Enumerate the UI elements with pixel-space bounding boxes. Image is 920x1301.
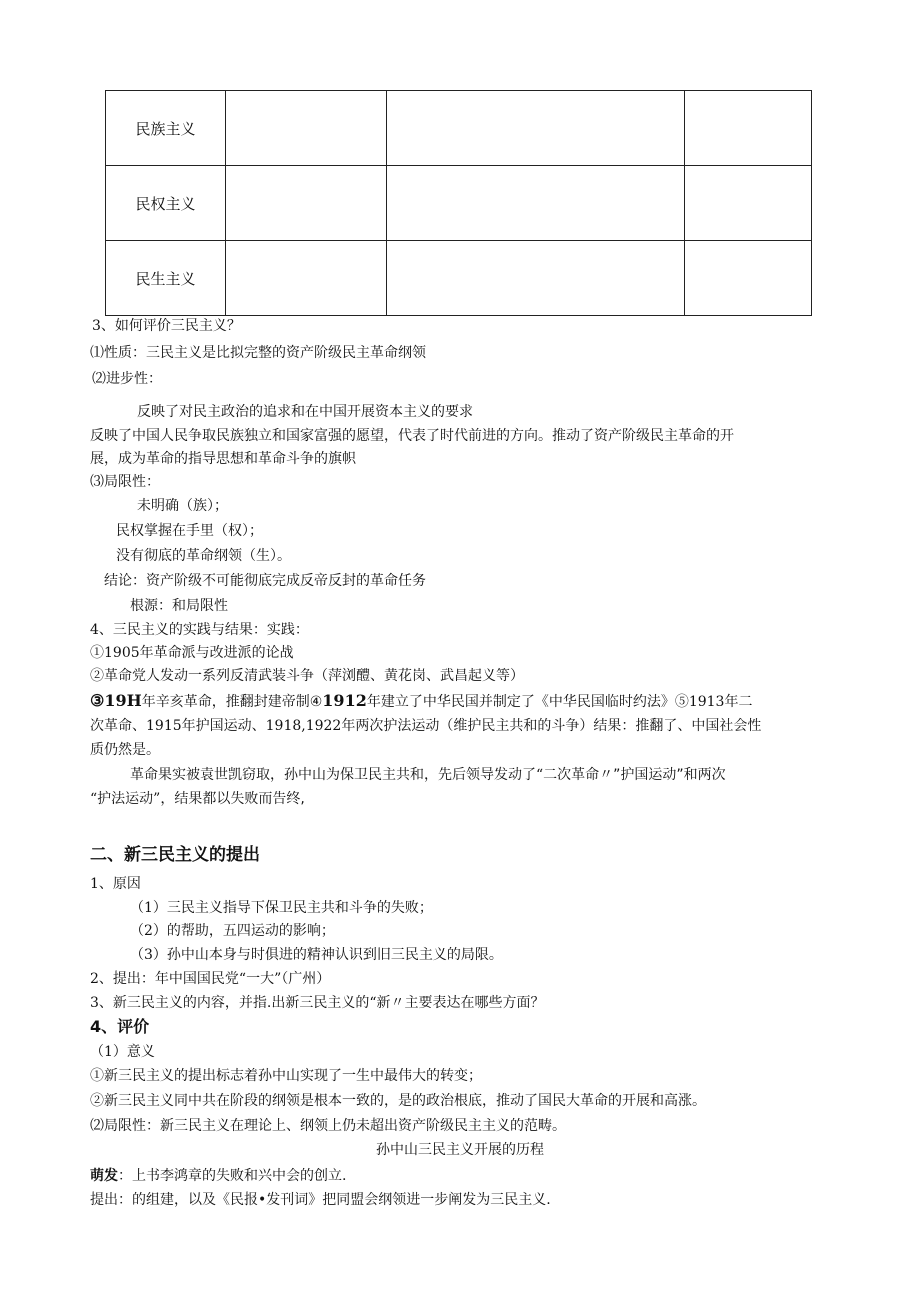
table-cell [387, 241, 685, 316]
progress-heading: ⑵进步性： [92, 371, 162, 387]
practice-3-year: ③19H [90, 691, 142, 710]
three-principles-table [105, 90, 812, 316]
section-heading-new-principles: 二、新三民主义的提出 [90, 845, 260, 865]
table-cell [387, 91, 685, 166]
table-cell [685, 241, 812, 316]
evaluation-heading: 4、评价 [90, 1017, 150, 1036]
table-cell [387, 166, 685, 241]
development-title: 孙中山三民主义开展的历程 [376, 1142, 544, 1158]
result-end: 质仍然是。 [90, 742, 160, 758]
table-cell [226, 166, 387, 241]
table-row [106, 91, 812, 166]
significance-heading: （1）意义 [90, 1044, 155, 1060]
proposal-line: 2、提出：年中国国民党“一大”（广州） [90, 971, 331, 987]
limitation-1: 未明确（族）； [137, 498, 228, 514]
progress-line-2: 反映了中国人民争取民族独立和国家富强的愿望，代表了时代前进的方向。推动了资产阶级民主革命的开 [90, 428, 734, 444]
progress-line-1: 反映了对民主政治的追求和在中国开展资本主义的要求 [137, 404, 473, 420]
reasons-heading: 1、原因 [90, 876, 141, 892]
practice-4-year: 1912 [322, 691, 367, 710]
table-row [106, 166, 812, 241]
table-cell [226, 91, 387, 166]
limitation-2: 民权掌握在手里（权）； [116, 523, 263, 539]
reason-1: （1）三民主义指导下保卫民主共和斗争的失败； [130, 900, 433, 916]
result-text: 结果：推翻了、中国社会性 [593, 718, 762, 734]
progress-line-3: 展，成为革命的指导思想和革命斗争的旗帜 [90, 451, 356, 467]
practice-1: ①1905年革命派与改进派的论战 [90, 645, 294, 661]
row-label: 民族主义 [106, 91, 226, 166]
table-cell [685, 91, 812, 166]
significance-1: ①新三民主义的提出标志着孙中山实现了一生中最伟大的转变； [90, 1068, 482, 1084]
table-cell [226, 241, 387, 316]
row-label: 民权主义 [106, 166, 226, 241]
root-cause-line: 根源：和局限性 [130, 598, 228, 614]
limitation-3: 没有彻底的革命纲领（生）。 [116, 548, 291, 564]
proposal-origin-line: 提出：的组建，以及《民报•发刊词》把同盟会纲领进一步阐发为三民主义. [90, 1192, 551, 1208]
question-3: 3、如何评价三民主义？ [92, 318, 241, 334]
practice-heading: 4、三民主义的实践与结果：实践： [90, 622, 309, 638]
fruits-line-1: 革命果实被袁世凯窃取，孙中山为保卫民主共和，先后领导发动了“二次革命〃”护国运动”和两次 [130, 767, 726, 783]
fruits-line-2: “护法运动”，结果都以失败而告终, [90, 791, 305, 807]
reason-2: （2）的帮助，五四运动的影响； [130, 923, 335, 939]
new-limitation: ⑵局限性：新三民主义在理论上、纲领上仍未超出资产阶级民主主义的范畴。 [90, 1118, 566, 1134]
row-label: 民生主义 [106, 241, 226, 316]
table-cell [685, 166, 812, 241]
content-question: 3、新三民主义的内容，并指.出新三民主义的“新〃主要表达在哪些方面？ [90, 995, 545, 1011]
conclusion-line: 结论：资产阶级不可能彻底完成反帝反封的革命任务 [104, 573, 426, 589]
reason-3: （3）孙中山本身与时俱进的精神认识到旧三民主义的局限。 [130, 947, 503, 963]
nature-line: ⑴性质：三民主义是比拟完整的资产阶级民主革命纲领 [90, 345, 426, 361]
table-row [106, 241, 812, 316]
practice-5: 次革命、1915年护国运动、1918,1922年两次护法运动（维护民主共和的斗争）结果：推翻了、中国社会性 [90, 718, 762, 734]
germination-line: 萌发：上书李鸿章的失败和兴中会的创立. [90, 1168, 347, 1184]
significance-2: ②新三民主义同中共在阶段的纲领是根本一致的，是的政治根底，推动了国民大革命的开展和高涨。 [90, 1093, 706, 1109]
limitation-heading: ⑶局限性： [90, 474, 160, 490]
practice-3: ③19H年辛亥革命，推翻封建帝制④1912年建立了中华民国并制定了《中华民国临时约法》⑤1913年二 [90, 691, 753, 710]
practice-2: ②革命党人发动一系列反清武装斗争（萍浏醴、黄花岗、武昌起义等） [90, 668, 524, 684]
